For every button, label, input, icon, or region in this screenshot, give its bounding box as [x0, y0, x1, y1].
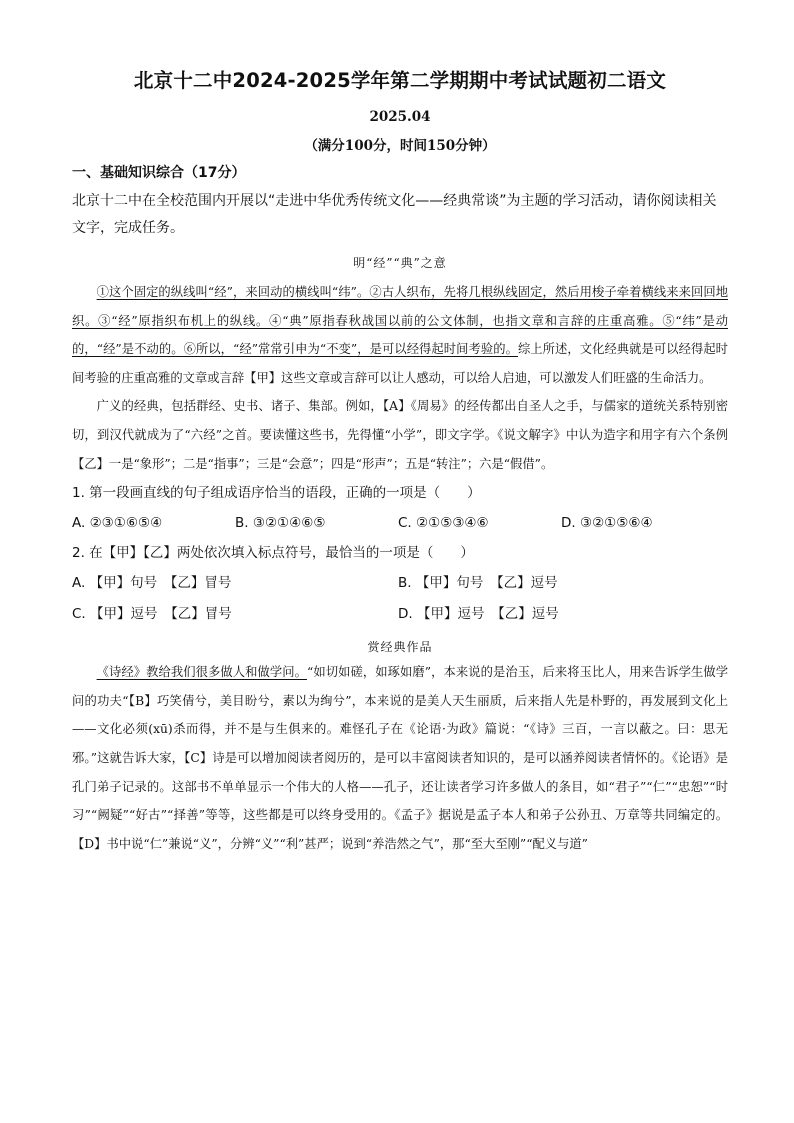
- passage1-title: 明“经”“典”之意: [353, 256, 447, 270]
- paragraph-text: “如切如磋，如琢如磨”，本来说的是治玉，后来将玉比人，用来告诉学生做学问的功夫“【B】巧笑倩兮，美目盼兮，素以为绚兮”，本来说的是美人天生丽质，后来指人先是朴野的，再发展到文化上——文化必须(xū)杀而得，并不是与生俱来的。难怪孔子在《论语·为政》篇说：“《诗》三百，一言以蔽之。曰：思无邪。”这就告诉大家，【C】诗是可以增加阅读者阅历的，是可以丰富阅读者知识的，是可以涵养阅读者情怀的。《论语》是孔门弟子记录的。这部书不单单显示一个伟大的人格——孔子，还让读者学习许多做人的条目，如“君子”“仁”“忠恕”“时习”“阙疑”“好古”“择善”等等，这些都是可以终身受用的。《孟子》据说是孟子本人和弟子公孙丑、万章等共同编定的。【D】书中说“仁”兼说“义”，分辨“义”“利”甚严；说到“养浩然之气”，那“至大至刚”“配义与道”: [72, 665, 728, 851]
- question-2-options-row2: [72, 599, 728, 630]
- option-a[interactable]: A. 【甲】句号 【乙】冒号: [72, 575, 232, 592]
- underlined-sentence: 《诗经》教给我们很多做人和做学问。: [96, 665, 307, 680]
- question-1-stem: 1. 第一段画直线的句子组成语序恰当的语段，正确的一项是（ ）: [72, 485, 481, 502]
- option-d[interactable]: D. 【甲】逗号 【乙】逗号: [398, 606, 559, 623]
- passage1-paragraph2: 广义的经典，包括群经、史书、诸子、集部。例如，【A】《周易》的经传都出自圣人之手，与儒家的道统关系特别密切，到汉代就成为了“六经”之首。要读懂这些书，先得懂“小学”，即文字学。《说文解字》中认为造字和用字有六个条例【乙】一是“象形”；二是“指事”；三是“会意”；四是“形声”；五是“转注”；六是“假借”。: [72, 399, 728, 471]
- exam-title: 北京十二中2024-2025学年第二学期期中考试试题初二语文: [133, 69, 667, 92]
- exam-date: 2025.04: [369, 109, 431, 125]
- passage2-paragraph1: [72, 658, 728, 858]
- option-c[interactable]: C. 【甲】逗号 【乙】冒号: [72, 606, 232, 623]
- underlined-sentences: ①这个固定的纵线叫“经”，来回动的横线叫“纬”。②古人织布，先将几根纵线固定，然后用梭子牵着横线来来回回地织。③“经”原指织布机上的纵线。④“典”原指春秋战国以前的公文体制，也指文章和言辞的庄重高雅。⑤“纬”是动的，“经”是不动的。⑥所以，“经”常常引申为“不变”，是可以经得起时间考验的。: [72, 285, 728, 357]
- section-heading: 一、基础知识综合（17分）: [72, 165, 246, 181]
- passage1-paragraph1: [72, 278, 728, 392]
- section-intro: 北京十二中在全校范围内开展以“走进中华优秀传统文化——经典常谈”为主题的学习活动，请你阅读相关文字，完成任务。: [72, 193, 717, 236]
- question-2-stem: 2. 在【甲】【乙】两处依次填入标点符号，最恰当的一项是（ ）: [72, 545, 474, 562]
- option-b[interactable]: B. 【甲】句号 【乙】逗号: [398, 575, 558, 592]
- exam-score-time: （满分100分，时间150分钟）: [304, 138, 496, 154]
- question-2-options-row1: [72, 568, 728, 599]
- exam-page: [72, 66, 728, 858]
- option-a[interactable]: A. ②③①⑥⑤④: [72, 515, 163, 532]
- paragraph-text: 综上所述，文化经典就是可以经得起时间考验的庄重高雅的文章或言辞【甲】这些文章或言辞可以让人感动，可以给人启迪，可以激发人们旺盛的生命活力。: [72, 342, 728, 385]
- question-1-options: [72, 508, 728, 538]
- option-d[interactable]: D. ③②①⑤⑥④: [561, 515, 653, 532]
- passage2-title: 赏经典作品: [367, 640, 433, 655]
- option-b[interactable]: B. ③②①④⑥⑤: [235, 515, 326, 532]
- option-c[interactable]: C. ②①⑤③④⑥: [398, 515, 489, 532]
